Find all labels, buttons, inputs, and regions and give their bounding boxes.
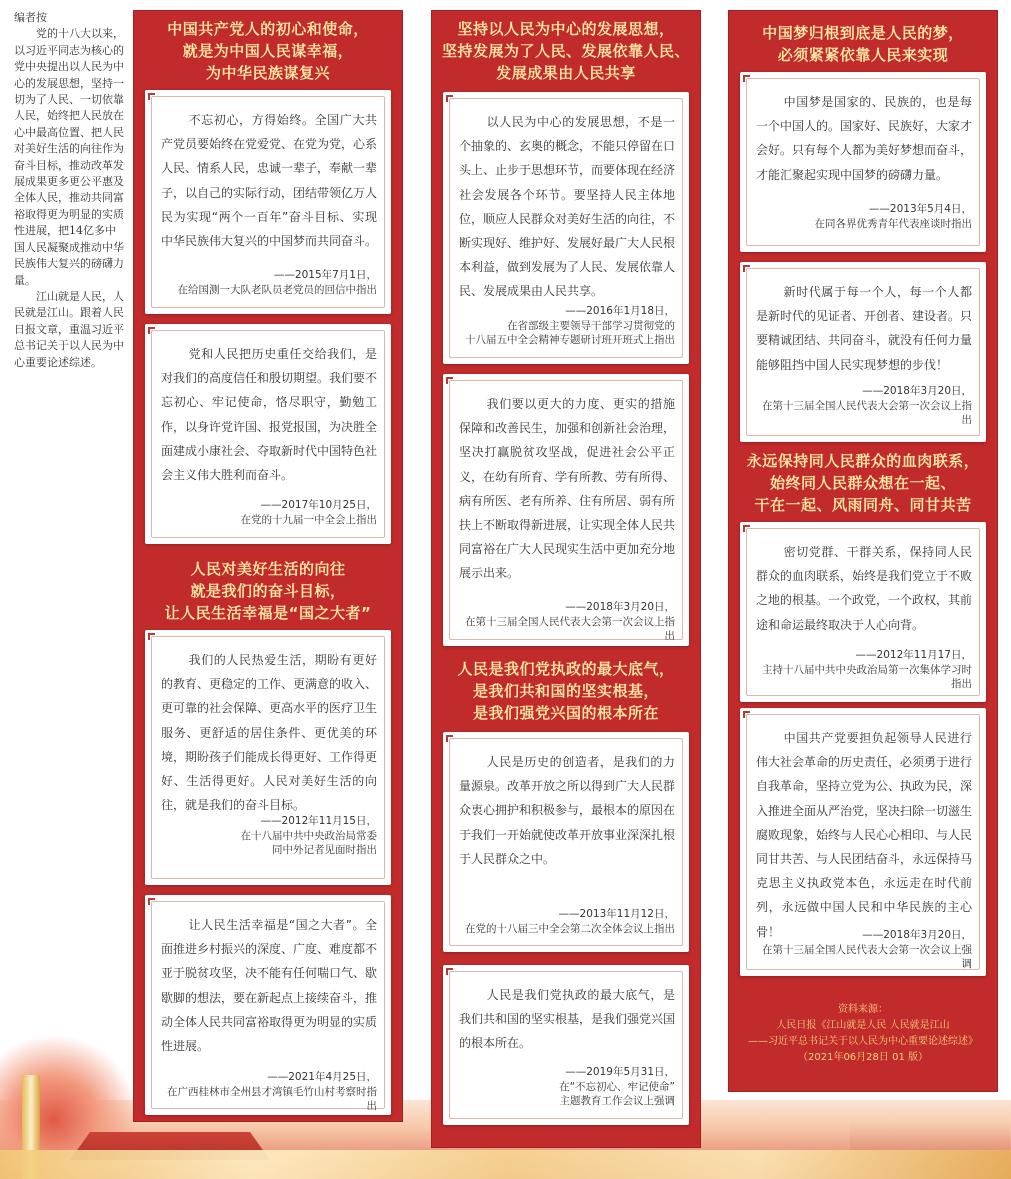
quote-card [443,965,689,1125]
editor-note-heading: 编者按 [14,11,47,24]
quote-source: ——2019年5月31日， 在“不忘初心、牢记使命” 主题教育工作会议上强调 [559,1066,675,1107]
quote-card [145,895,391,1115]
quote-text: 以人民为中心的发展思想，不是一个抽象的、玄奥的概念，不能只停留在口头上、止步于思想环节，而要体现在经济社会发展各个环节。要坚持人民主体地位，顺应人民群众对美好生活的向往，不断实现好、维护好、发展好最广大人民根本利益，做到发展为了人民、发展依靠人民、发展成果由人民共享。 [459,115,676,299]
heading-line: 始终同人民群众想在一起、 [769,474,956,492]
quote-text: 人民是历史的创造者，是我们的力量源泉。改革开放之所以得到广大人民群众衷心拥护和积极参与，最根本的原因在于我们一开始就使改革开放事业深深扎根于人民群众之中。 [459,755,676,866]
section-heading [728,450,998,516]
quote-text: 党和人民把历史重任交给我们，是对我们的高度信任和殷切期望。我们要不忘初心、牢记使命，恪尽职守，勤勉工作，以身许党许国、报党报国，为决胜全面建成小康社会、夺取新时代中国特色社会主义伟大胜利而奋斗。 [161,347,378,483]
heading-line: 中国共产党人的初心和使命， [167,20,369,38]
heading-line: 就是我们的奋斗目标， [190,582,346,600]
source-note-line: ——习近平总书记关于以人民为中心重要论述综述》 [748,1036,978,1047]
quote-card [443,374,689,646]
quote-card [740,522,986,702]
quote-text: 让人民生活幸福是“国之大者”。全面推进乡村振兴的深度、广度、难度都不亚于脱贫攻坚，决不能有任何喘口气、歇歇脚的想法，要在新起点上接续奋斗，推动全体人民共同富裕取得更为明显的实质性进展。 [161,918,378,1054]
heading-line: 是我们强党兴国的根本所在 [472,704,659,722]
quote-card [740,262,986,442]
column-1 [133,10,403,1122]
quote-card [145,90,391,314]
quote-source: ——2013年11月12日， 在党的十八届三中全会第二次全体会议上指出 [465,908,675,935]
editor-note-paragraph: 江山就是人民，人民就是江山。跟着人民日报文章，重温习近平总书记关于以人民为中心重要论述综述。 [14,289,124,369]
heading-line: 永远保持同人民群众的血肉联系， [746,452,980,470]
quote-source: ——2018年3月20日， 在第十三届全国人民代表大会第一次会议上强调 [762,929,972,970]
quote-text: 人民是我们党执政的最大底气，是我们共和国的坚实根基，是我们强党兴国的根本所在。 [459,988,676,1051]
footer-gold-band [0,1150,1011,1179]
quote-source: ——2018年3月20日， 在第十三届全国人民代表大会第一次会议上指出 [762,385,972,426]
heading-line: 发展成果由人民共享 [496,64,636,82]
quote-text: 我们要以更大的力度、更实的措施保障和改善民生，加强和创新社会治理，坚决打赢脱贫攻坚战，促进社会公平正义，在幼有所育、学有所教、劳有所得、病有所医、老有所养、住有所居、弱有所扶上不断取得新进展，让实现全体人民共同富裕在广大人民现实生活中更加充分地展示出来。 [459,397,676,581]
heading-line: 中国梦归根到底是人民的梦， [762,24,964,42]
source-note-line: （2021年06月28日 01 版） [798,1052,928,1063]
section-heading [133,558,403,624]
heading-line: 坚持以人民为中心的发展思想， [457,20,675,38]
quote-text: 不忘初心，方得始终。全国广大共产党员要始终在党爱党、在党为党，心系人民、情系人民，忠诚一辈子，奉献一辈子，以自己的实际行动，团结带领亿万人民为实现“两个一百年”奋斗目标、实现中华民族伟大复兴的中国梦而共同奋斗。 [161,113,378,249]
quote-text: 中国共产党要担负起领导人民进行伟大社会革命的历史责任，必须勇于进行自我革命，坚持立党为公、执政为民，深入推进全面从严治党，坚决扫除一切滋生腐败现象，始终与人民心心相印、与人民同甘共苦、与人民团结奋斗，永远保持马克思主义执政党本色，永远走在时代前列，永远做中国人民和中华民族的主心骨！ [756,731,973,939]
heading-line: 干在一起、风雨同舟、同甘共苦 [754,496,972,514]
quote-source: ——2013年5月4日， 在同各界优秀青年代表座谈时指出 [814,203,972,230]
heading-line: 人民对美好生活的向往 [190,560,346,578]
quote-source: ——2012年11月15日， 在十八届中共中央政治局常委 同中外记者见面时指出 [240,815,377,856]
quote-card [145,324,391,544]
source-note [728,1002,998,1066]
column-2 [431,10,701,1148]
quote-source: ——2017年10月25日， 在党的十九届一中全会上指出 [240,499,377,526]
quote-text: 我们的人民热爱生活，期盼有更好的教育、更稳定的工作、更满意的收入、更可靠的社会保障、更高水平的医疗卫生服务、更舒适的居住条件、更优美的环境，期盼孩子们能成长得更好、工作得更好、生活得更好。人民对美好生活的向往，就是我们的奋斗目标。 [161,653,378,813]
quote-card [145,630,391,885]
heading-line: 必须紧紧依靠人民来实现 [777,46,949,64]
quote-card [740,708,986,976]
quote-source: ——2016年1月18日， 在省部级主要领导干部学习贯彻党的 十八届五中全会精神专题研讨班开班式上指出 [465,305,675,346]
source-note-line: 资料来源： [838,1004,888,1015]
quote-source: ——2021年4月25日， 在广西桂林市全州县才湾镇毛竹山村考察时指出 [167,1071,377,1112]
quote-source: ——2018年3月20日， 在第十三届全国人民代表大会第一次会议上指出 [465,601,675,642]
quote-card [740,72,986,252]
quote-source: ——2012年11月17日， 主持十八届中共中央政治局第一次集体学习时指出 [762,649,972,690]
section-heading [431,658,701,724]
heading-line: 是我们共和国的坚实根基， [472,682,659,700]
column-3 [728,10,998,1092]
quote-card [443,732,689,952]
quote-text: 新时代属于每一个人，每一个人都是新时代的见证者、开创者、建设者。只要精诚团结、共同奋斗，就没有任何力量能够阻挡中国人民实现梦想的步伐！ [756,285,973,372]
heading-line: 坚持发展为了人民、发展依靠人民、 [441,42,690,60]
quote-text: 密切党群、干群关系，保持同人民群众的血肉联系，始终是我们党立于不败之地的根基。一个政党，一个政权，其前途和命运最终取决于人心向背。 [756,545,973,632]
heading-line: 就是为中国人民谋幸福， [182,42,354,60]
quote-text: 中国梦是国家的、民族的，也是每一个中国人的。国家好、民族好，大家才会好。只有每个人都为美好梦想而奋斗，才能汇聚起实现中国梦的磅礴力量。 [756,95,973,182]
section-heading [133,18,403,84]
quote-source: ——2015年7月1日， 在给国测一大队老队员老党员的回信中指出 [177,269,377,296]
quote-card [443,92,689,364]
source-note-line: 人民日报《江山就是人民 人民就是江山 [776,1020,950,1031]
heading-line: 让人民生活幸福是“国之大者” [164,604,372,622]
editor-note [14,10,126,371]
heading-line: 人民是我们党执政的最大底气， [457,660,675,678]
section-heading [431,18,701,84]
section-heading [728,22,998,66]
heading-line: 为中华民族谋复兴 [205,64,330,82]
editor-note-paragraph: 党的十八大以来，以习近平同志为核心的党中央提出以人民为中心的发展思想，坚持一切为了人民、一切依靠人民，始终把人民放在心中最高位置、把人民对美好生活的向往作为奋斗目标，推动改革发展成果更多更公平惠及全体人民，推动共同富裕取得更为明显的实质性进展，把14亿多中国人民凝聚成推动中华民族伟大复兴的磅礴力量。 [14,27,124,287]
